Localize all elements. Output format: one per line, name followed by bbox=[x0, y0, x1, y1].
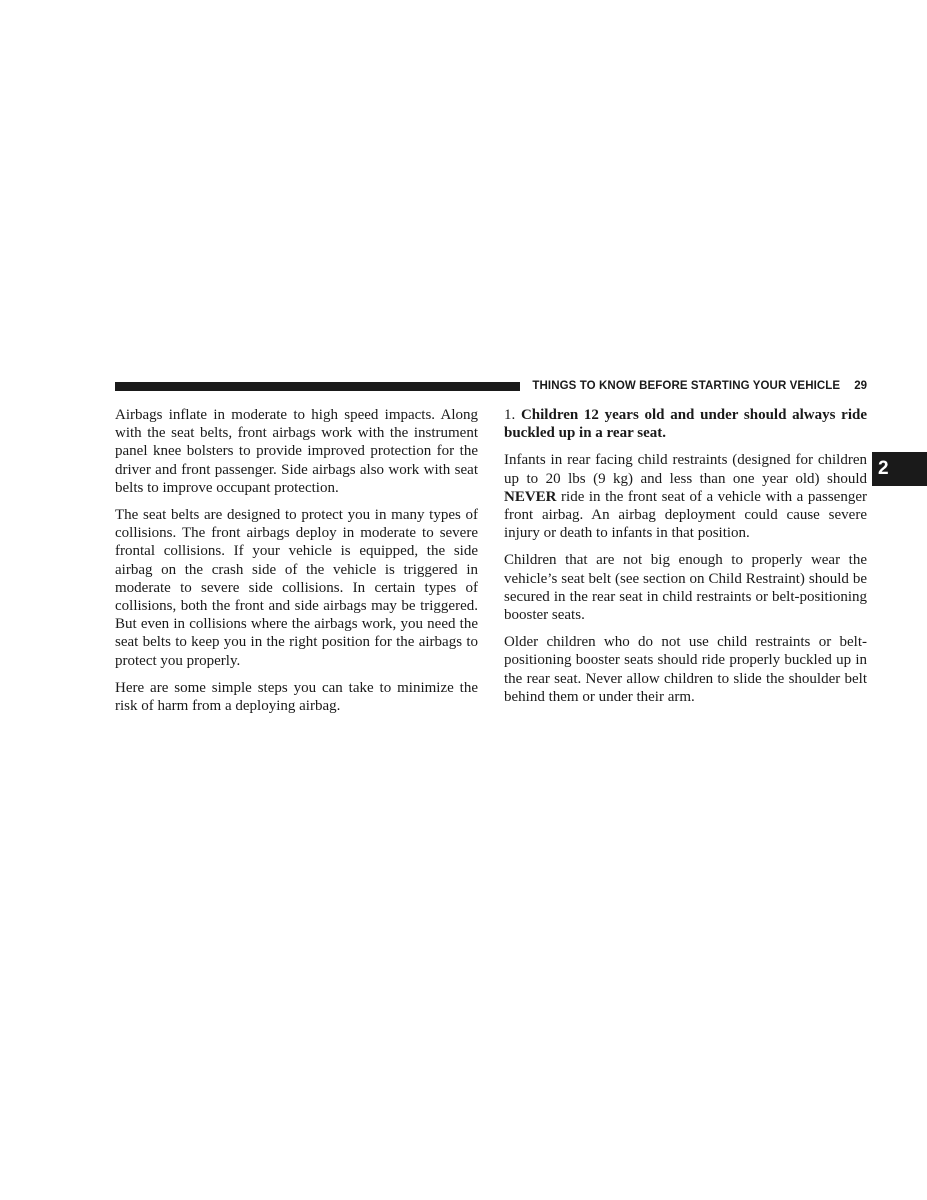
step-number: 1. bbox=[504, 407, 516, 423]
right-column bbox=[504, 406, 867, 715]
paragraph-seat-belts-designed: The seat belts are designed to protect you in many types of collisions. The front airbags deploy in moderate to severe frontal collisions. If your vehicle is equipped, the side airbag on the crash side of the vehicle is triggered in moderate to severe side collisions. In certain types of collisions, both the front and side airbags may be triggered. But even in collisions where the airbags work, you need the seat belts to keep you in the right position for the airbags to protect you properly. bbox=[115, 507, 478, 669]
running-header bbox=[115, 377, 867, 395]
page-number: 29 bbox=[854, 380, 867, 392]
infants-text-after: ride in the front seat of a vehicle with a passenger front airbag. An airbag deployment could cause severe injury or death to infants in that position. bbox=[504, 488, 867, 542]
step-1 bbox=[504, 406, 867, 442]
section-title: THINGS TO KNOW BEFORE STARTING YOUR VEHICLE bbox=[532, 380, 841, 392]
paragraph-older-children: Older children who do not use child restraints or belt-positioning booster seats should ride properly buckled up in the rear seat. Never allow children to slide the shoulder belt behind them or under their arm. bbox=[504, 634, 867, 705]
paragraph-simple-steps: Here are some simple steps you can take to minimize the risk of harm from a deploying airbag. bbox=[115, 679, 478, 715]
infants-text-before: Infants in rear facing child restraints (designed for children up to 20 lbs (9 kg) and less than one year old) should bbox=[504, 452, 867, 487]
step-title: Children 12 years old and under should always ride buckled up in a rear seat. bbox=[504, 407, 868, 442]
paragraph-infants bbox=[504, 451, 867, 542]
chapter-tab bbox=[872, 452, 927, 486]
paragraph-airbags-inflate: Airbags inflate in moderate to high speed impacts. Along with the seat belts, front airbags work with the instrument panel knee bolsters to provide improved protection for the driver and front passenger. Side airbags also work with seat belts to improve occupant protection. bbox=[115, 407, 478, 496]
infants-emphasis: NEVER bbox=[504, 488, 557, 505]
left-column bbox=[115, 406, 478, 724]
header-rule bbox=[115, 382, 520, 391]
chapter-tab-number: 2 bbox=[878, 458, 889, 479]
paragraph-children-not-big-enough: Children that are not big enough to properly wear the vehicle’s seat belt (see section on Child Restraint) should be secured in the rear seat in child restraints or belt-positioning booster seats. bbox=[504, 552, 867, 624]
